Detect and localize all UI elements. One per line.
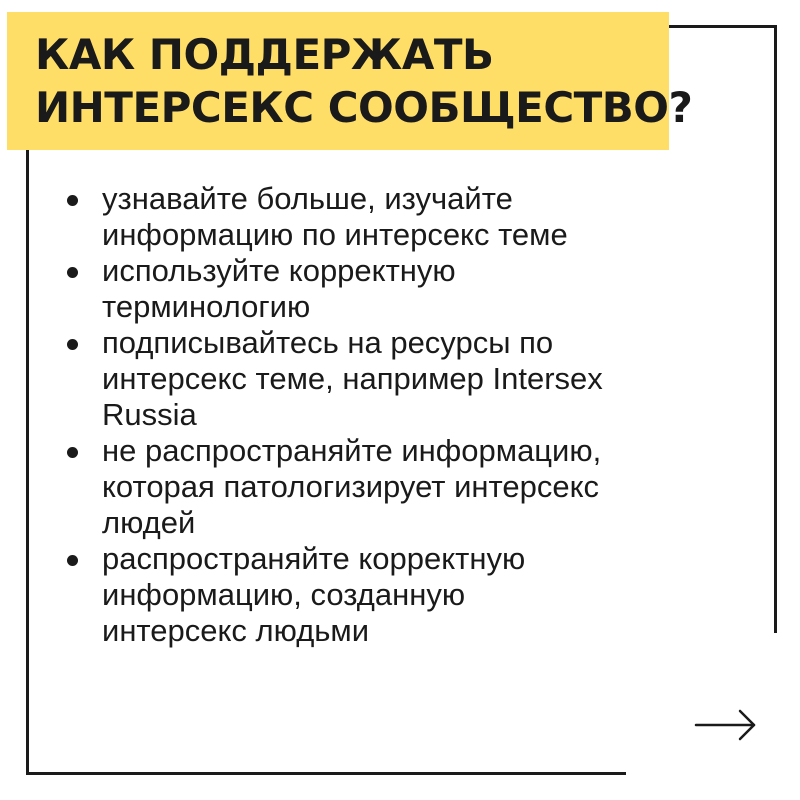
bullet-icon (67, 195, 78, 206)
list-item (64, 433, 744, 541)
list-item-text: узнавайте больше, изучайте (102, 181, 513, 216)
list-item-text: терминологию (102, 289, 311, 324)
list-item (64, 253, 744, 325)
title-line-2: ИНТЕРСЕКС СООБЩЕСТВО? (35, 83, 693, 132)
bullet-icon (67, 339, 78, 350)
title-banner (7, 12, 693, 150)
arrow-right-icon[interactable] (694, 705, 758, 745)
tips-list (64, 181, 744, 649)
list-item-text: используйте корректную (102, 253, 456, 288)
list-item-text: подписывайтесь на ресурсы по (102, 325, 554, 360)
list-item-text: интерсекс людьми (102, 613, 370, 648)
bullet-icon (67, 267, 78, 278)
bullet-icon (67, 447, 78, 458)
title-line-1: КАК ПОДДЕРЖАТЬ (35, 30, 494, 79)
list-item-text: не распространяйте информацию, (102, 433, 602, 468)
list-item (64, 181, 744, 253)
list-item-text: распространяйте корректную (102, 541, 526, 576)
frame-bottom-border (26, 772, 626, 775)
list-item-text: Russia (102, 397, 197, 432)
list-item-text: интерсекс теме, например Intersex (102, 361, 603, 396)
list-item-text: информацию по интерсекс теме (102, 217, 568, 252)
list-item (64, 541, 744, 649)
list-item-text: людей (102, 505, 196, 540)
list-item (64, 325, 744, 433)
list-item-text: информацию, созданную (102, 577, 466, 612)
frame-right-border (774, 25, 777, 633)
list-item-text: которая патологизирует интерсекс (102, 469, 600, 504)
bullet-icon (67, 555, 78, 566)
